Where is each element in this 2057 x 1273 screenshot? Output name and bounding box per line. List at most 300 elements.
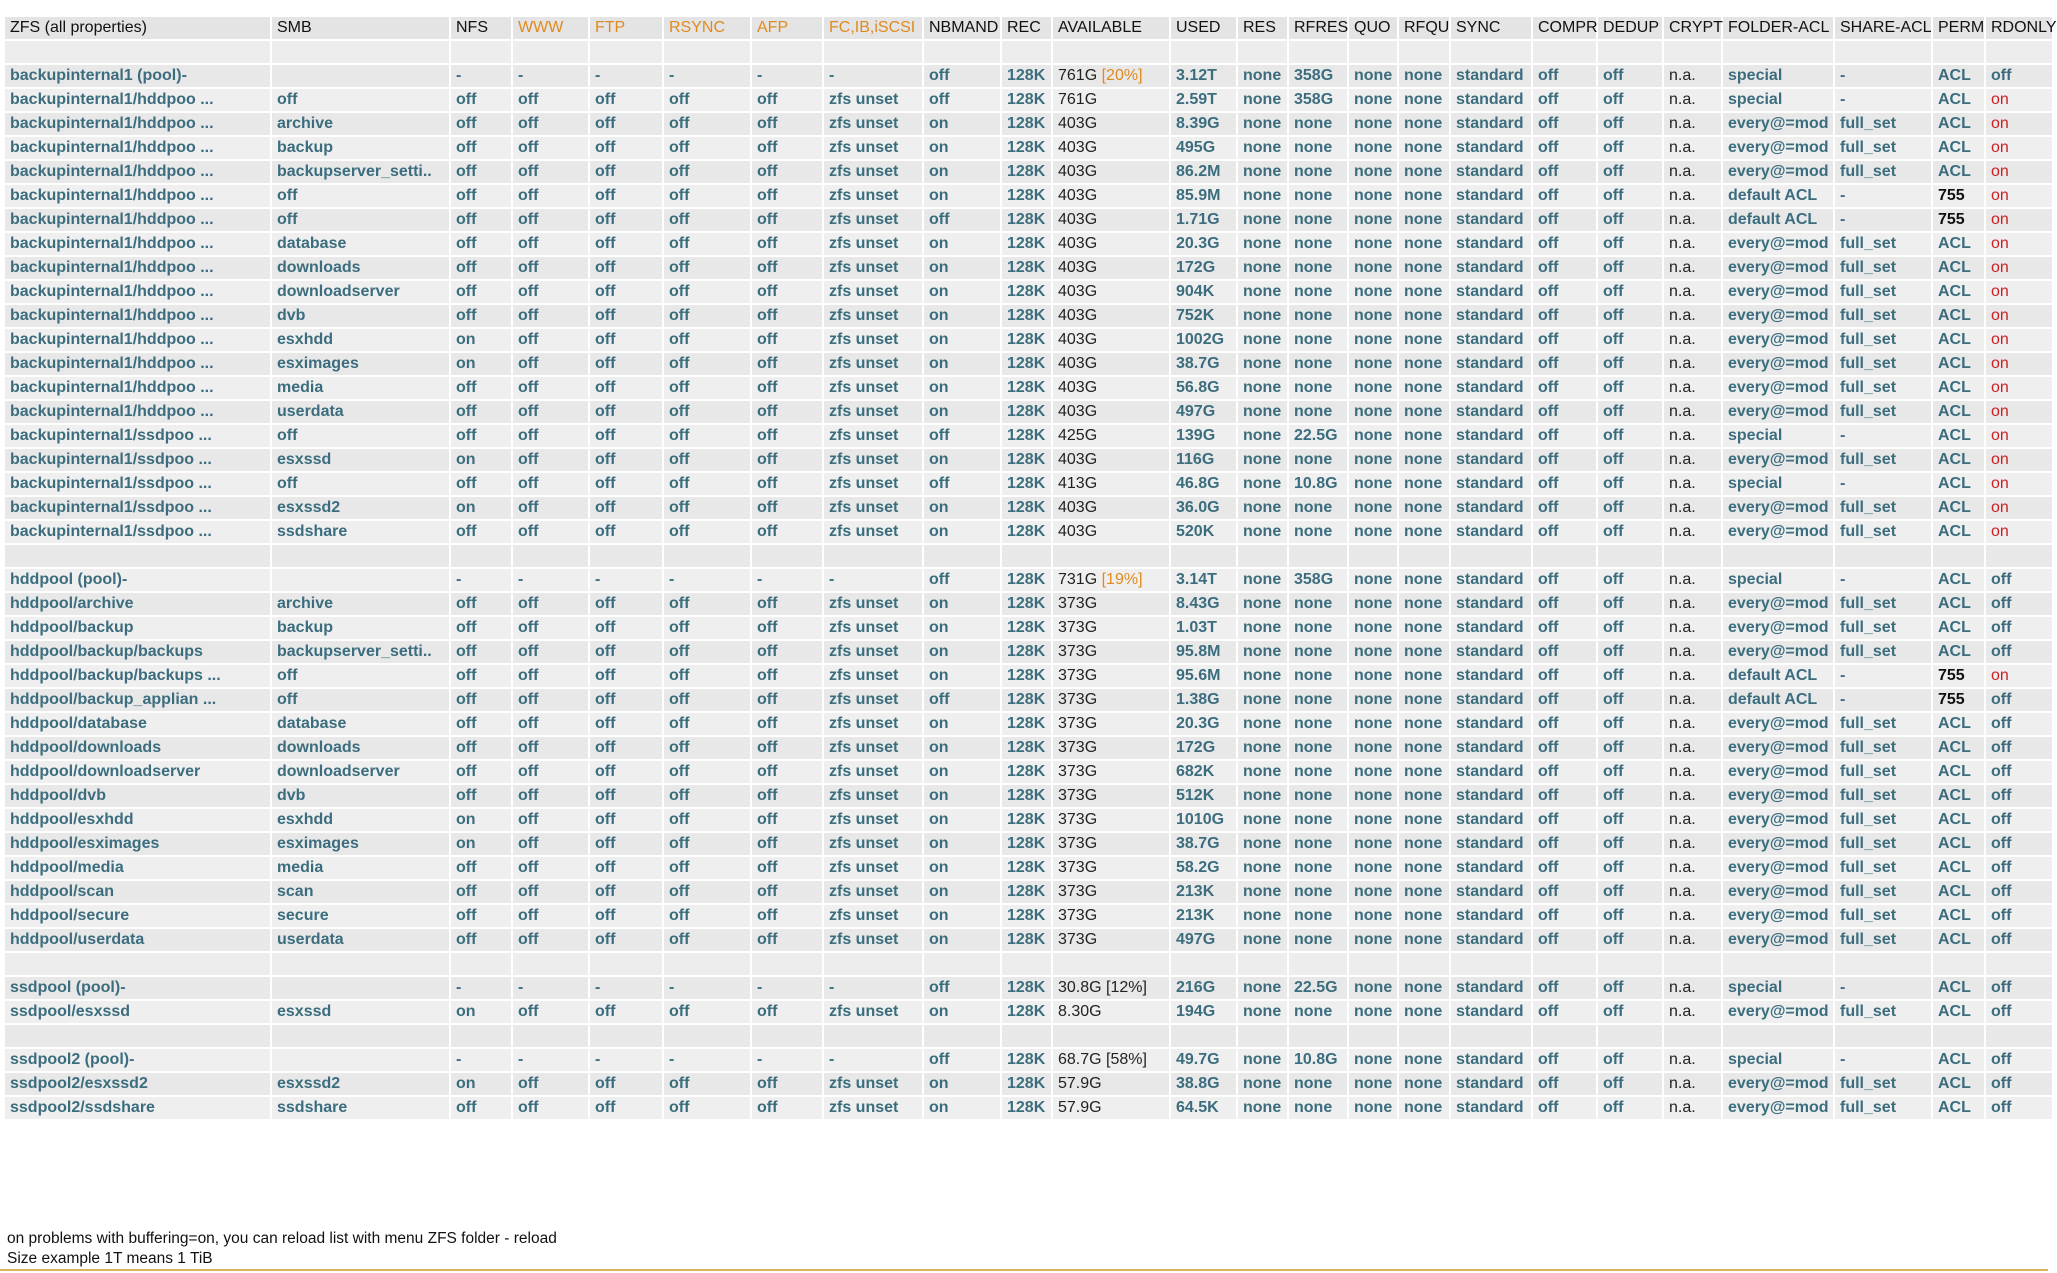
cell-value: zfs unset — [829, 523, 899, 540]
cell-nfs — [451, 1001, 511, 1023]
cell-value: on — [929, 523, 949, 540]
cell-fc-ib-iscsi — [824, 473, 922, 495]
table-row[interactable] — [5, 425, 2052, 447]
cell-rfqu — [1399, 353, 1449, 375]
cell-available — [1053, 401, 1169, 423]
cell-value: every@=mod — [1728, 307, 1829, 324]
cell-nfs — [451, 1049, 511, 1071]
col-folder-acl[interactable]: FOLDER-ACL — [1723, 17, 1833, 39]
cell-dedup — [1598, 377, 1662, 399]
cell-value: none — [1354, 235, 1393, 252]
cell-smb — [272, 497, 449, 519]
cell-zfs[interactable] — [5, 257, 270, 279]
cell-crypt — [1664, 1001, 1721, 1023]
cell-value: off — [1603, 667, 1624, 684]
cell-value: backupinternal1/hddpoo ... — [10, 403, 214, 420]
table-row[interactable] — [5, 401, 2052, 423]
col-ftp[interactable]: FTP — [590, 17, 662, 39]
cell-zfs[interactable] — [5, 497, 270, 519]
cell-value: on — [1991, 475, 2009, 492]
cell-value: none — [1294, 499, 1333, 516]
cell-rdonly — [1986, 281, 2052, 303]
cell-value: off — [1538, 475, 1559, 492]
table-row[interactable] — [5, 353, 2052, 375]
cell-nbmand — [924, 113, 1000, 135]
table-row[interactable] — [5, 89, 2052, 111]
cell-value: 85.9M — [1176, 187, 1221, 204]
cell-crypt — [1664, 497, 1721, 519]
cell-used — [1171, 737, 1236, 759]
table-row[interactable] — [5, 161, 2052, 183]
cell-value: none — [1404, 739, 1443, 756]
table-row[interactable] — [5, 281, 2052, 303]
cell-value: ACL — [1938, 571, 1971, 588]
cell-value: off — [456, 1099, 477, 1116]
col-sync[interactable]: SYNC — [1451, 17, 1531, 39]
cell-zfs[interactable] — [5, 617, 270, 639]
col-smb[interactable]: SMB — [272, 17, 449, 39]
cell-res — [1238, 593, 1287, 615]
pool-row[interactable] — [5, 977, 2052, 999]
cell-value: off — [1538, 691, 1559, 708]
cell-nfs — [451, 449, 511, 471]
table-row[interactable] — [5, 209, 2052, 231]
cell-value: none — [1243, 691, 1282, 708]
cell-value: none — [1404, 307, 1443, 324]
table-row[interactable] — [5, 473, 2052, 495]
cell-smb — [272, 305, 449, 327]
cell-zfs[interactable] — [5, 137, 270, 159]
table-row[interactable] — [5, 857, 2052, 879]
cell-share-acl — [1835, 761, 1931, 783]
cell-value: full_set — [1840, 931, 1897, 948]
cell-value: none — [1404, 235, 1443, 252]
table-row[interactable] — [5, 905, 2052, 927]
cell-rdonly — [1986, 449, 2052, 471]
cell-value: zfs unset — [829, 787, 899, 804]
col-dedup[interactable]: DEDUP — [1598, 17, 1662, 39]
pool-row[interactable] — [5, 569, 2052, 591]
table-row[interactable] — [5, 761, 2052, 783]
cell-nbmand — [924, 929, 1000, 951]
cell-value: esxssd — [277, 1003, 332, 1020]
cell-zfs[interactable] — [5, 737, 270, 759]
table-row[interactable] — [5, 257, 2052, 279]
table-row[interactable] — [5, 1097, 2052, 1119]
pool-row[interactable] — [5, 65, 2052, 87]
cell-value: full_set — [1840, 403, 1897, 420]
cell-value: off — [1603, 355, 1624, 372]
cell-value: on — [1991, 499, 2009, 516]
cell-value: - — [669, 1051, 675, 1068]
col-fc-ib-iscsi[interactable]: FC,IB,iSCSI — [824, 17, 922, 39]
cell-value: off — [518, 451, 539, 468]
cell-zfs[interactable] — [5, 473, 270, 495]
cell-value: 520K — [1176, 523, 1215, 540]
cell-zfs[interactable] — [5, 65, 270, 87]
cell-rfqu — [1399, 377, 1449, 399]
col-nbmand[interactable]: NBMAND — [924, 17, 1000, 39]
cell-nfs — [451, 665, 511, 687]
cell-value: 128K — [1007, 811, 1046, 828]
cell-zfs[interactable] — [5, 857, 270, 879]
cell-zfs[interactable] — [5, 305, 270, 327]
cell-zfs[interactable] — [5, 569, 270, 591]
cell-value: none — [1294, 691, 1333, 708]
spacer-cell — [1002, 1025, 1051, 1047]
col-res[interactable]: RES — [1238, 17, 1287, 39]
cell-zfs[interactable] — [5, 377, 270, 399]
cell-zfs[interactable] — [5, 209, 270, 231]
cell-quo — [1349, 713, 1397, 735]
cell-zfs[interactable] — [5, 641, 270, 663]
cell-zfs[interactable] — [5, 521, 270, 543]
cell-nbmand — [924, 89, 1000, 111]
table-row[interactable] — [5, 185, 2052, 207]
cell-value: 8.39G — [1176, 115, 1220, 132]
cell-zfs[interactable] — [5, 1001, 270, 1023]
cell-value: userdata — [277, 931, 344, 948]
cell-value: ssdpool2 (pool)- — [10, 1051, 135, 1068]
cell-value: standard — [1456, 307, 1524, 324]
cell-perm — [1933, 233, 1984, 255]
cell-available — [1053, 257, 1169, 279]
spacer-cell — [272, 1025, 449, 1047]
cell-value: on — [1991, 211, 2009, 228]
cell-smb — [272, 353, 449, 375]
col-nfs[interactable]: NFS — [451, 17, 511, 39]
cell-zfs[interactable] — [5, 593, 270, 615]
cell-res — [1238, 641, 1287, 663]
col-available[interactable]: AVAILABLE — [1053, 17, 1169, 39]
cell-value: 128K — [1007, 859, 1046, 876]
cell-value: 358G — [1294, 91, 1334, 108]
cell-zfs[interactable] — [5, 161, 270, 183]
cell-value: zfs unset — [829, 115, 899, 132]
cell-smb — [272, 281, 449, 303]
table-row[interactable] — [5, 617, 2052, 639]
cell-smb — [272, 1097, 449, 1119]
cell-zfs[interactable] — [5, 185, 270, 207]
cell-zfs[interactable] — [5, 881, 270, 903]
col-rfqu[interactable]: RFQU — [1399, 17, 1449, 39]
cell-value: off — [757, 331, 778, 348]
cell-zfs[interactable] — [5, 665, 270, 687]
table-row[interactable] — [5, 521, 2052, 543]
cell-value: none — [1354, 787, 1393, 804]
spacer-cell — [1664, 41, 1721, 63]
cell-zfs[interactable] — [5, 113, 270, 135]
cell-rfqu — [1399, 857, 1449, 879]
cell-value: standard — [1456, 259, 1524, 276]
cell-rdonly — [1986, 65, 2052, 87]
cell-value: off — [1603, 139, 1624, 156]
cell-value: none — [1354, 523, 1393, 540]
col-rec[interactable]: REC — [1002, 17, 1051, 39]
cell-used — [1171, 89, 1236, 111]
cell-nbmand — [924, 617, 1000, 639]
cell-rdonly — [1986, 161, 2052, 183]
col-crypt[interactable]: CRYPT — [1664, 17, 1721, 39]
cell-zfs[interactable] — [5, 689, 270, 711]
cell-value: ACL — [1938, 523, 1971, 540]
cell-value: none — [1243, 883, 1282, 900]
cell-value: n.a. — [1669, 235, 1696, 252]
col-share-acl[interactable]: SHARE-ACL — [1835, 17, 1931, 39]
table-row[interactable] — [5, 737, 2052, 759]
table-body — [5, 41, 2052, 1119]
cell-rdonly — [1986, 377, 2052, 399]
table-row[interactable] — [5, 713, 2052, 735]
cell-compr — [1533, 65, 1596, 87]
cell-rdonly — [1986, 593, 2052, 615]
cell-rec — [1002, 569, 1051, 591]
cell-value: none — [1243, 571, 1282, 588]
cell-value: hddpool/backup/backups — [10, 643, 203, 660]
cell-value: none — [1294, 907, 1333, 924]
cell-crypt — [1664, 665, 1721, 687]
cell-afp — [752, 857, 822, 879]
cell-res — [1238, 1097, 1287, 1119]
cell-value: - — [1840, 91, 1846, 108]
cell-zfs[interactable] — [5, 929, 270, 951]
table-row[interactable] — [5, 833, 2052, 855]
cell-sync — [1451, 257, 1531, 279]
cell-rfres — [1289, 449, 1347, 471]
cell-value: off — [518, 667, 539, 684]
cell-value: every@=mod — [1728, 715, 1829, 732]
cell-value: on — [1991, 115, 2009, 132]
cell-value: off — [456, 643, 477, 660]
cell-zfs[interactable] — [5, 1097, 270, 1119]
cell-value: special — [1728, 67, 1783, 84]
cell-zfs[interactable] — [5, 761, 270, 783]
cell-value: none — [1354, 1003, 1393, 1020]
cell-value: off — [518, 787, 539, 804]
cell-zfs[interactable] — [5, 353, 270, 375]
col-rdonly[interactable]: RDONLY — [1986, 17, 2052, 39]
cell-value: off — [1603, 595, 1624, 612]
cell-value: off — [1603, 643, 1624, 660]
cell-nfs — [451, 977, 511, 999]
col-rfres[interactable]: RFRES — [1289, 17, 1347, 39]
table-row[interactable] — [5, 449, 2052, 471]
cell-fc-ib-iscsi — [824, 905, 922, 927]
cell-zfs[interactable] — [5, 281, 270, 303]
cell-rdonly — [1986, 929, 2052, 951]
cell-value: none — [1354, 667, 1393, 684]
cell-rfqu — [1399, 1049, 1449, 1071]
cell-www — [513, 137, 588, 159]
cell-value: off — [1538, 739, 1559, 756]
table-row[interactable] — [5, 233, 2052, 255]
zfs-filesystem-list — [5, 15, 2057, 1121]
table-row[interactable] — [5, 137, 2052, 159]
cell-value: hddpool/userdata — [10, 931, 145, 948]
cell-value: none — [1404, 835, 1443, 852]
table-row[interactable] — [5, 881, 2052, 903]
cell-zfs[interactable] — [5, 329, 270, 351]
cell-value: off — [456, 283, 477, 300]
cell-value: off — [595, 739, 616, 756]
cell-quo — [1349, 401, 1397, 423]
cell-dedup — [1598, 977, 1662, 999]
cell-rsync — [664, 929, 750, 951]
table-row[interactable] — [5, 785, 2052, 807]
cell-zfs[interactable] — [5, 713, 270, 735]
col-perm[interactable]: PERM — [1933, 17, 1984, 39]
cell-compr — [1533, 1073, 1596, 1095]
cell-res — [1238, 401, 1287, 423]
table-row[interactable] — [5, 113, 2052, 135]
cell-value: on — [1991, 331, 2009, 348]
spacer-cell — [513, 953, 588, 975]
table-row[interactable] — [5, 929, 2052, 951]
cell-afp — [752, 305, 822, 327]
cell-used — [1171, 785, 1236, 807]
cell-value: default ACL — [1728, 187, 1818, 204]
cell-value: off — [518, 331, 539, 348]
cell-value: none — [1354, 715, 1393, 732]
cell-afp — [752, 497, 822, 519]
cell-value: none — [1294, 619, 1333, 636]
cell-ftp — [590, 425, 662, 447]
cell-res — [1238, 929, 1287, 951]
cell-sync — [1451, 281, 1531, 303]
cell-afp — [752, 401, 822, 423]
cell-www — [513, 593, 588, 615]
cell-folder-acl — [1723, 473, 1833, 495]
table-row[interactable] — [5, 1001, 2052, 1023]
cell-rsync — [664, 113, 750, 135]
cell-used — [1171, 881, 1236, 903]
cell-zfs[interactable] — [5, 1049, 270, 1071]
table-row[interactable] — [5, 809, 2052, 831]
cell-value: none — [1354, 331, 1393, 348]
col-afp[interactable]: AFP — [752, 17, 822, 39]
col-rsync[interactable]: RSYNC — [664, 17, 750, 39]
cell-nfs — [451, 401, 511, 423]
col-used[interactable]: USED — [1171, 17, 1236, 39]
cell-zfs[interactable] — [5, 977, 270, 999]
cell-value: none — [1404, 139, 1443, 156]
cell-value: downloadserver — [277, 763, 400, 780]
cell-available — [1053, 737, 1169, 759]
cell-ftp — [590, 905, 662, 927]
col-zfs[interactable]: ZFS (all properties) — [5, 17, 270, 39]
cell-value: off — [1603, 475, 1624, 492]
cell-quo — [1349, 665, 1397, 687]
cell-zfs[interactable] — [5, 425, 270, 447]
cell-zfs[interactable] — [5, 809, 270, 831]
cell-nbmand — [924, 257, 1000, 279]
cell-zfs[interactable] — [5, 833, 270, 855]
cell-fc-ib-iscsi — [824, 1001, 922, 1023]
cell-rec — [1002, 305, 1051, 327]
cell-crypt — [1664, 785, 1721, 807]
cell-zfs[interactable] — [5, 785, 270, 807]
cell-sync — [1451, 209, 1531, 231]
table-row[interactable] — [5, 305, 2052, 327]
cell-res — [1238, 1001, 1287, 1023]
cell-value: off — [757, 595, 778, 612]
cell-zfs[interactable] — [5, 401, 270, 423]
cell-value: off — [518, 475, 539, 492]
cell-compr — [1533, 857, 1596, 879]
cell-value: esxhdd — [277, 331, 334, 348]
col-www[interactable]: WWW — [513, 17, 588, 39]
cell-ftp — [590, 641, 662, 663]
cell-rfres — [1289, 881, 1347, 903]
cell-zfs[interactable] — [5, 233, 270, 255]
cell-zfs[interactable] — [5, 449, 270, 471]
cell-nbmand — [924, 353, 1000, 375]
cell-value: - — [669, 571, 675, 588]
cell-value: none — [1243, 499, 1282, 516]
cell-dedup — [1598, 929, 1662, 951]
cell-folder-acl — [1723, 449, 1833, 471]
cell-perm — [1933, 641, 1984, 663]
cell-value: off — [1603, 187, 1624, 204]
spacer-cell — [924, 545, 1000, 567]
cell-value: full_set — [1840, 451, 1897, 468]
cell-value: full_set — [1840, 1075, 1897, 1092]
cell-zfs[interactable] — [5, 905, 270, 927]
cell-nfs — [451, 929, 511, 951]
table-row[interactable] — [5, 689, 2052, 711]
table-row[interactable] — [5, 593, 2052, 615]
cell-nbmand — [924, 1097, 1000, 1119]
cell-zfs[interactable] — [5, 1073, 270, 1095]
spacer-cell — [752, 953, 822, 975]
cell-nbmand — [924, 857, 1000, 879]
cell-value: 373G — [1058, 667, 1098, 684]
table-row[interactable] — [5, 1073, 2052, 1095]
cell-value: every@=mod — [1728, 115, 1829, 132]
cell-value: hddpool/downloadserver — [10, 763, 201, 780]
cell-value: backupinternal1/hddpoo ... — [10, 379, 214, 396]
cell-fc-ib-iscsi — [824, 353, 922, 375]
table-row[interactable] — [5, 497, 2052, 519]
pool-row[interactable] — [5, 1049, 2052, 1071]
col-quo[interactable]: QUO — [1349, 17, 1397, 39]
table-row[interactable] — [5, 377, 2052, 399]
cell-used — [1171, 1073, 1236, 1095]
cell-value: ACL — [1938, 163, 1971, 180]
cell-rfres — [1289, 185, 1347, 207]
cell-fc-ib-iscsi — [824, 593, 922, 615]
spacer-cell — [752, 1025, 822, 1047]
cell-dedup — [1598, 809, 1662, 831]
table-row[interactable] — [5, 665, 2052, 687]
table-row[interactable] — [5, 641, 2052, 663]
cell-crypt — [1664, 233, 1721, 255]
cell-dedup — [1598, 329, 1662, 351]
cell-value: - — [829, 67, 835, 84]
cell-value: none — [1294, 715, 1333, 732]
col-compr[interactable]: COMPR — [1533, 17, 1596, 39]
cell-perm — [1933, 809, 1984, 831]
cell-value: full_set — [1840, 499, 1897, 516]
cell-value: none — [1354, 355, 1393, 372]
cell-smb — [272, 689, 449, 711]
cell-afp — [752, 713, 822, 735]
cell-www — [513, 1097, 588, 1119]
cell-value: off — [595, 1099, 616, 1116]
cell-value: none — [1404, 643, 1443, 660]
table-row[interactable] — [5, 329, 2052, 351]
cell-zfs[interactable] — [5, 89, 270, 111]
